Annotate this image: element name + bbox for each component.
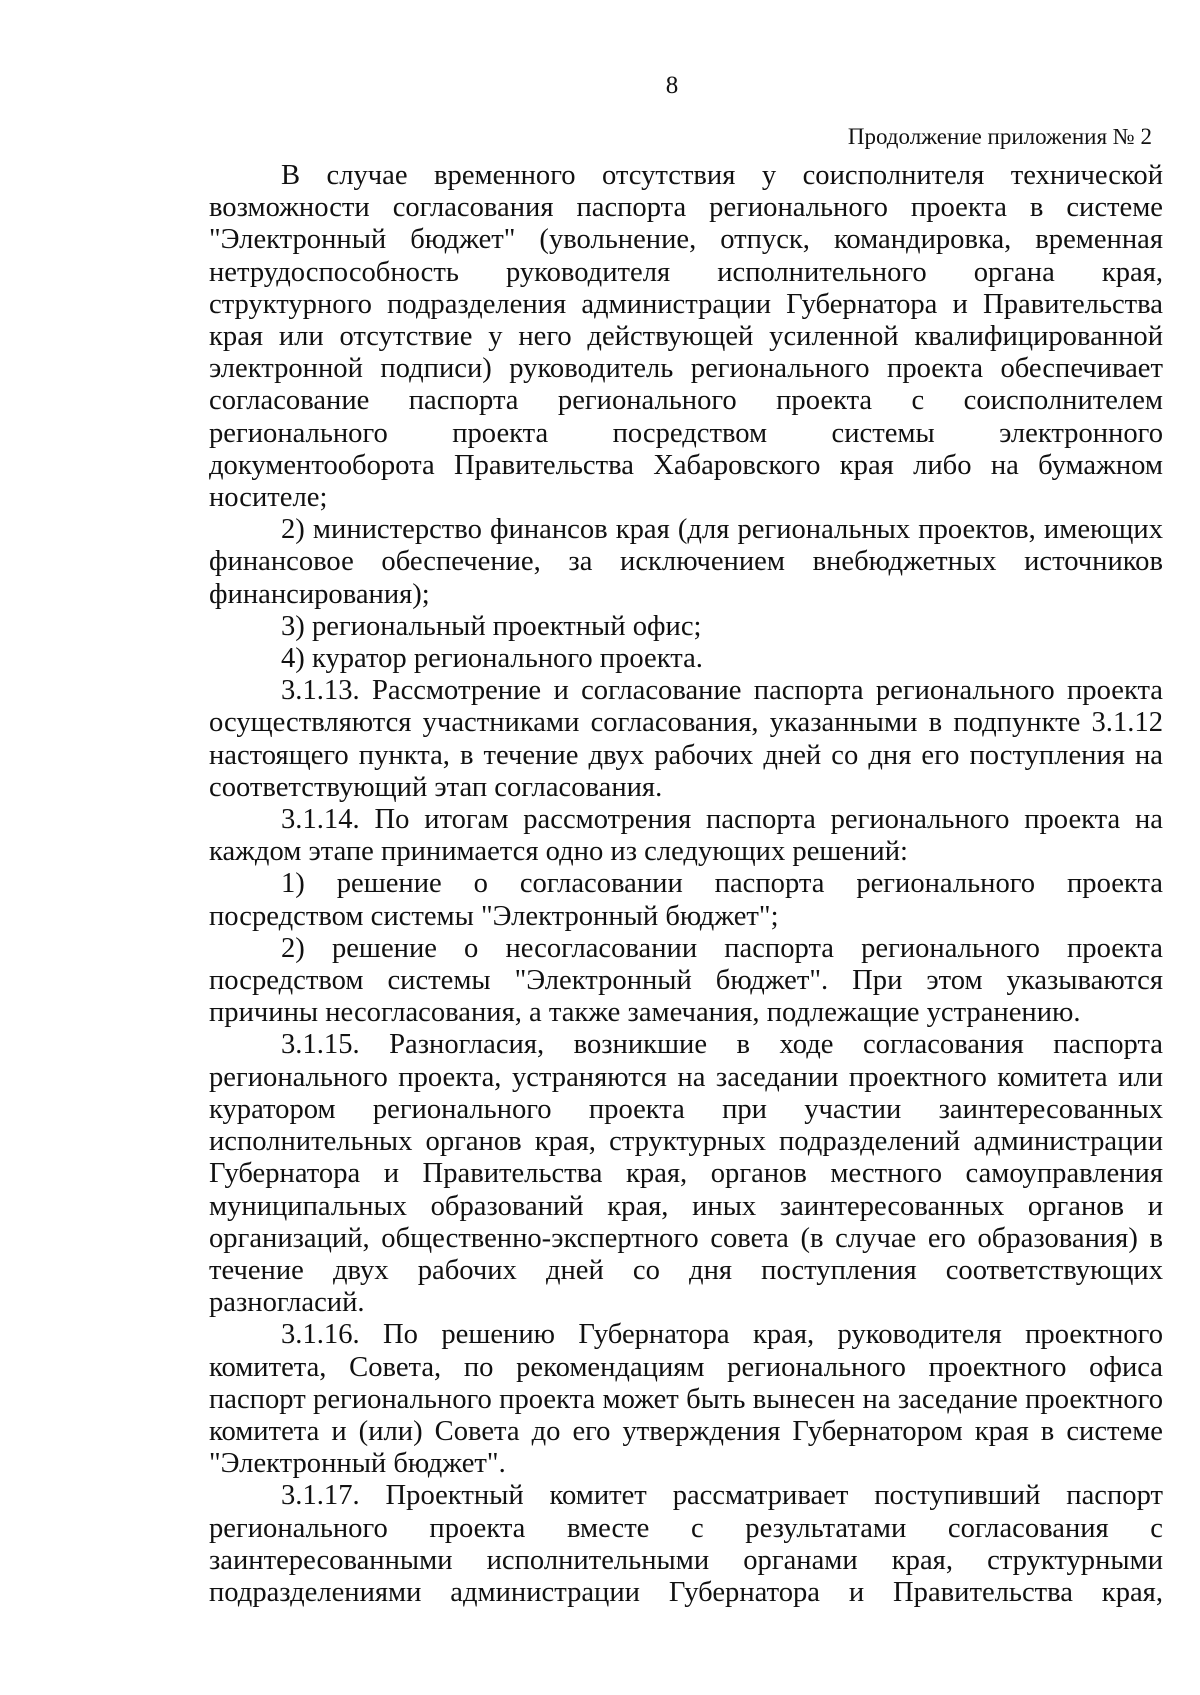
paragraph-absence-of-coexecutor: В случае временного отсутствия у соисполнителя технической возможности согласования паспорта регионального проекта в системе "Электронный бюджет" (увольнение, отпуск, командировка, временная нетрудоспособность руководителя исполнительного органа края, структурного подразделения администрации Губернатора и Правительства края или отсутствие у него действующей усиленной квалифицированной электронной подписи) руководитель регионального проекта обеспечивает согласование паспорта регионального проекта с соисполнителем регионального проекта посредством системы электронного документооборота Правительства Хабаровского края либо на бумажном носителе; [209,160,1163,514]
paragraph-3-1-13: 3.1.13. Рассмотрение и согласование паспорта регионального проекта осуществляются участниками согласования, указанными в подпункте 3.1.12 настоящего пункта, в течение двух рабочих дней со дня его поступления на соответствующий этап согласования. [209,675,1163,803]
paragraph-item-3-project-office: 3) региональный проектный офис; [281,610,702,642]
paragraph-3-1-17: 3.1.17. Проектный комитет рассматривает поступивший паспорт регионального проекта вместе с результатами согласования с заинтересованными исполнительными органами края, структурными подразделениями администрации Губернатора и Правительства края, [209,1480,1163,1608]
paragraph-item-2-finance-ministry: 2) министерство финансов края (для региональных проектов, имеющих финансовое обеспечение, за исключением внебюджетных источников финансирования); [209,514,1163,610]
document-body [209,160,1163,1609]
paragraph-3-1-16: 3.1.16. По решению Губернатора края, руководителя проектного комитета, Совета, по рекомендациям регионального проектного офиса паспорт регионального проекта может быть вынесен на заседание проектного комитета и (или) Совета до его утверждения Губернатором края в системе "Электронный бюджет". [209,1319,1163,1480]
page-number: 8 [665,72,679,99]
paragraph-decision-2-rejection: 2) решение о несогласовании паспорта регионального проекта посредством системы "Электронный бюджет". При этом указываются причины несогласования, а также замечания, подлежащие устранению. [209,932,1163,1029]
paragraph-3-1-14: 3.1.14. По итогам рассмотрения паспорта регионального проекта на каждом этапе принимается одно из следующих решений: [209,804,1163,868]
paragraph-decision-1-approval: 1) решение о согласовании паспорта регионального проекта посредством системы "Электронный бюджет"; [209,868,1163,932]
appendix-continuation-label: Продолжение приложения № 2 [847,124,1152,149]
paragraph-3-1-15: 3.1.15. Разногласия, возникшие в ходе согласования паспорта регионального проекта, устраняются на заседании проектного комитета или куратором регионального проекта при участии заинтересованных исполнительных органов края, структурных подразделений администрации Губернатора и Правительства края, органов местного самоуправления муниципальных образований края, иных заинтересованных органов и организаций, общественно-экспертного совета (в случае его образования) в течение двух рабочих дней со дня поступления соответствующих разногласий. [209,1029,1163,1319]
paragraph-item-4-curator: 4) куратор регионального проекта. [281,643,703,675]
